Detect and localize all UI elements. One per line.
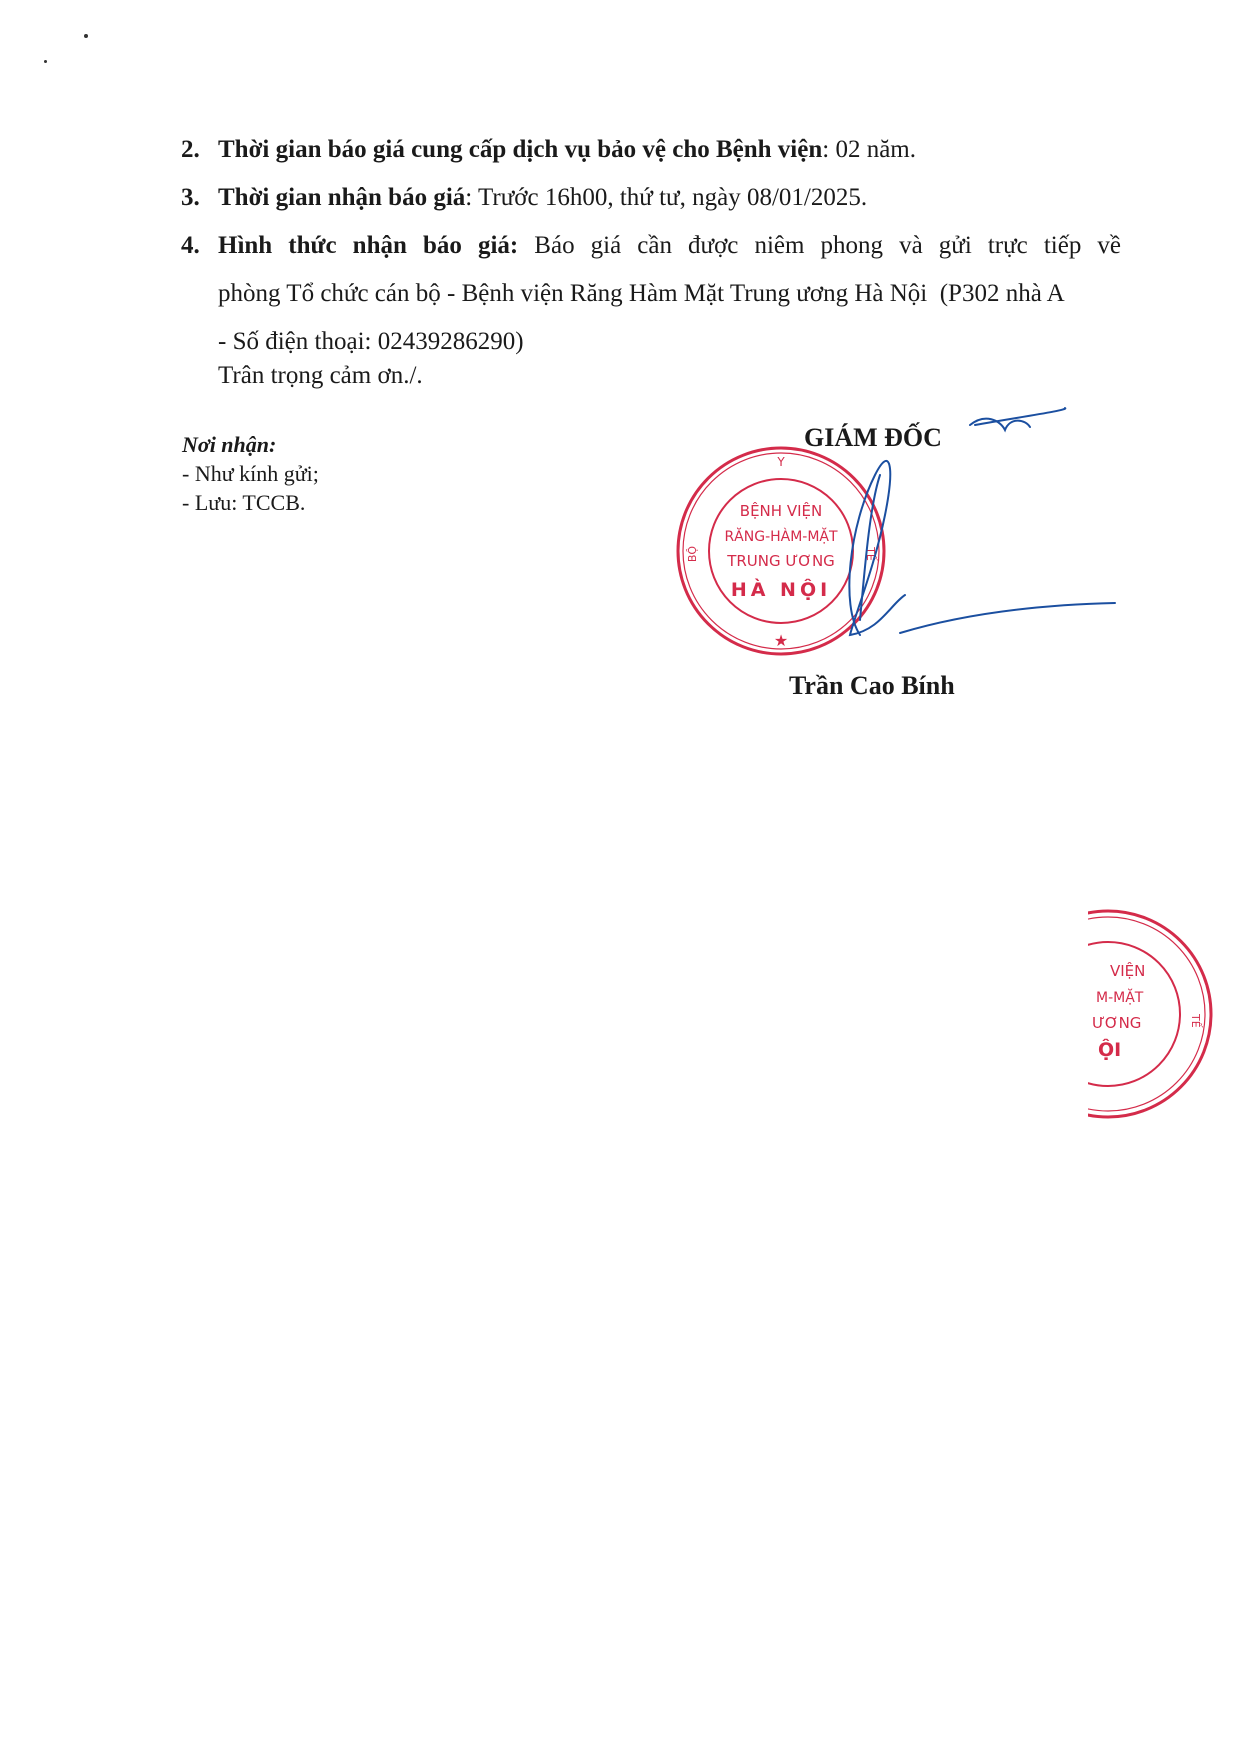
signer-name: Trần Cao Bính bbox=[789, 671, 955, 700]
seal-star-icon: ★ bbox=[773, 631, 789, 650]
item-label: Thời gian báo giá cung cấp dịch vụ bảo vệ cho Bệnh viện bbox=[218, 136, 823, 163]
item-receipt-time bbox=[178, 174, 1121, 222]
seal-line2: RĂNG-HÀM-MẶT bbox=[724, 529, 838, 545]
item-number: 4. bbox=[181, 232, 200, 259]
partial-seal bbox=[1088, 904, 1238, 1124]
item-label: Thời gian nhận báo giá bbox=[218, 184, 466, 211]
partial-seal-line3: ƯƠNG bbox=[1092, 1014, 1142, 1032]
seal-ring-left: BỘ bbox=[686, 545, 699, 563]
item-list bbox=[178, 126, 1121, 366]
handwritten-signature bbox=[800, 405, 1130, 655]
partial-seal-line4: ỘI bbox=[1098, 1039, 1122, 1061]
item-submission-method bbox=[178, 222, 1121, 366]
item-text: : Trước 16h00, thứ tư, ngày 08/01/2025. bbox=[465, 184, 868, 211]
recipients-block bbox=[182, 430, 319, 517]
seal-ring-top: Y bbox=[777, 455, 785, 469]
item-text-line1: Báo giá cần được niêm phong và gửi trực tiếp về bbox=[518, 232, 1121, 259]
seal-ring-right: TẾ bbox=[864, 547, 877, 561]
signer-title: GIÁM ĐỐC bbox=[804, 423, 942, 452]
partial-seal-line2: M-MẶT bbox=[1096, 990, 1144, 1006]
item-number: 2. bbox=[181, 136, 200, 163]
item-text-line2: phòng Tổ chức cán bộ - Bệnh viện Răng Hàm Mặt Trung ương Hà Nội (P302 nhà A bbox=[218, 280, 1065, 307]
item-text: : 02 năm. bbox=[822, 136, 916, 163]
scan-speck bbox=[84, 34, 88, 38]
item-label: Hình thức nhận báo giá: bbox=[218, 232, 519, 259]
seal-line3: TRUNG ƯƠNG bbox=[727, 552, 835, 570]
recipients-title: Nơi nhận: bbox=[182, 432, 277, 457]
item-quote-duration bbox=[178, 126, 1121, 174]
recipient-line: - Lưu: TCCB. bbox=[182, 490, 306, 515]
scan-speck bbox=[44, 60, 47, 63]
partial-seal-ring-right: TẾ bbox=[1189, 1014, 1202, 1028]
item-number: 3. bbox=[181, 184, 200, 211]
item-text-line3: - Số điện thoại: 02439286290) bbox=[218, 328, 524, 355]
seal-line1: BỆNH VIỆN bbox=[739, 502, 823, 520]
partial-seal-line1: VIỆN bbox=[1110, 962, 1146, 980]
closing-text: Trân trọng cảm ơn./. bbox=[218, 362, 423, 389]
recipient-line: - Như kính gửi; bbox=[182, 461, 319, 486]
seal-line4: HÀ NỘI bbox=[730, 579, 832, 601]
